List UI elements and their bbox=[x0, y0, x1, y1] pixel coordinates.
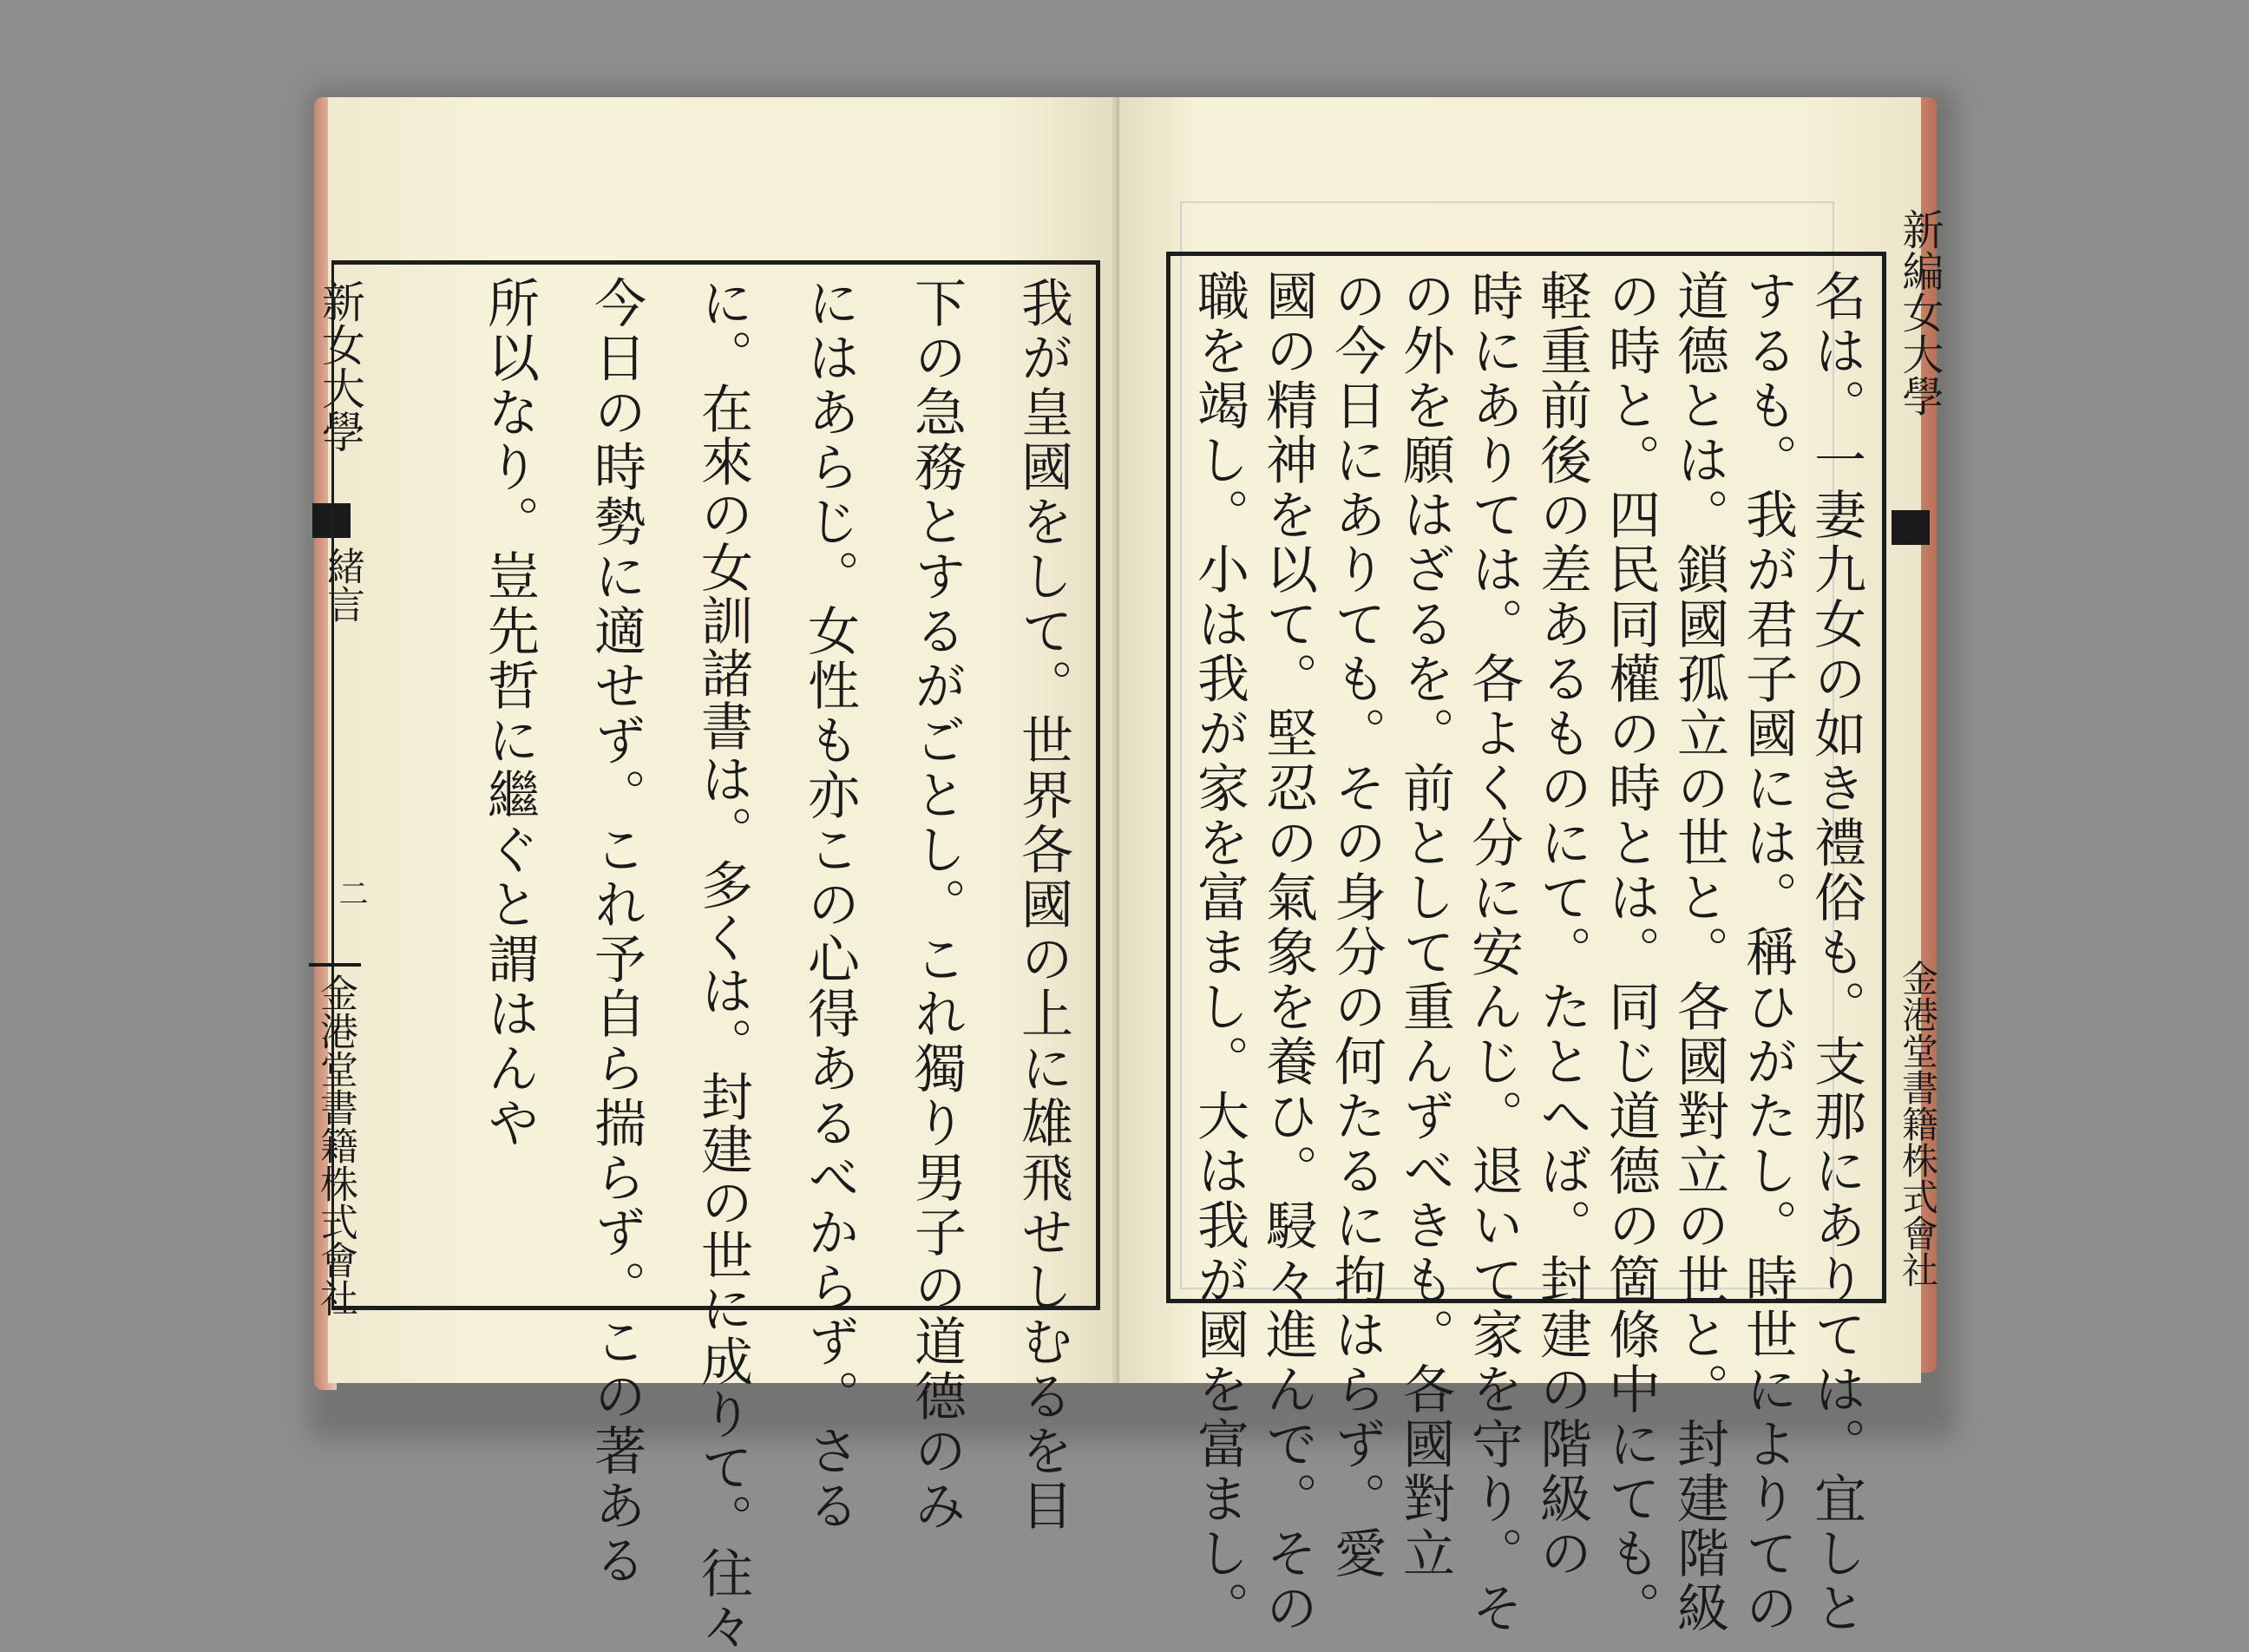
right-text-column: 道德とは。鎖國孤立の世と。各國對立の世と。封建階級 bbox=[1669, 269, 1729, 1636]
right-text-column: 職を竭し。小は我が家を富まし。大は我が國を富まし。 bbox=[1189, 269, 1249, 1636]
right-text-column: 國の精神を以て。堅忍の氣象を養ひ。駸々進んで。その bbox=[1257, 269, 1318, 1636]
fish-tail-mark bbox=[1892, 510, 1930, 545]
left-publisher: 金港堂書籍株式會社 bbox=[313, 974, 357, 1317]
left-text-column: 下の急務とするがごとし。これ獨り男子の道德のみ bbox=[906, 276, 967, 1533]
left-text-column: 今日の時勢に適せず。これ予自ら揣らず。この著ある bbox=[586, 276, 646, 1588]
left-margin-chapter: 緒言 bbox=[320, 547, 364, 623]
right-text-column: の時と。四民同權の時とは。同じ道德の箇條中にても。 bbox=[1600, 269, 1661, 1636]
right-text-column: 軽重前後の差あるものにて。たとへば。封建の階級の bbox=[1531, 269, 1592, 1581]
right-text-column: 時にありては。各よく分に安んじ。退いて家を守り。そ bbox=[1463, 269, 1524, 1636]
right-text-column: するも。我が君子國には。稱ひがたし。時世によりての bbox=[1737, 269, 1798, 1636]
right-text-column: の外を願はざるを。前として重んずべきも。各國對立 bbox=[1394, 269, 1455, 1581]
left-text-column: にはあらじ。女性も亦この心得あるべからず。さる bbox=[799, 276, 860, 1533]
left-page-number: 二 bbox=[333, 878, 368, 908]
right-text-column: 名は。一妻九女の如き禮俗も。支那にありては。宜しと bbox=[1806, 269, 1866, 1636]
left-text-column: 我が皇國をして。世界各國の上に雄飛せしむるを目 bbox=[1013, 276, 1073, 1533]
right-text-column: の今日にありても。その身分の何たるに拘はらず。愛 bbox=[1326, 269, 1387, 1581]
right-margin-title: 新編女大學 bbox=[1895, 208, 1944, 416]
left-text-column: 所以なり。豈先哲に繼ぐと謂はんや bbox=[479, 276, 540, 1150]
left-margin-title: 新女大學 bbox=[315, 279, 365, 453]
right-publisher: 金港堂書籍株式會社 bbox=[1897, 960, 1939, 1288]
left-text-column: に。在來の女訓諸書は。多くは。封建の世に成りて。往々 bbox=[692, 276, 753, 1652]
